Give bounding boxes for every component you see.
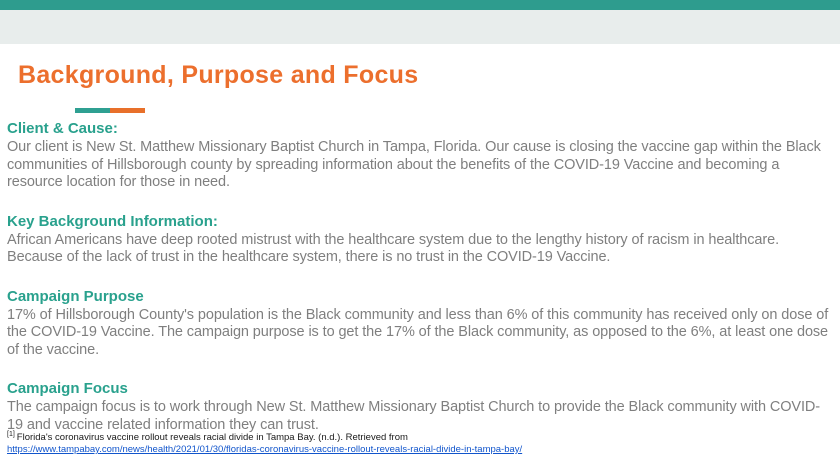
header-band: [0, 10, 840, 44]
top-accent-bar: [0, 0, 840, 10]
section-body: 17% of Hillsborough County's population is the Black community and less than 6% of this community has received only on dose of the COVID-19 Vaccine. The campaign purpose is to get the 17% of the Black community, as opposed to the 6%, at least one dose of the vaccine.: [7, 306, 829, 358]
footnote-link[interactable]: https://www.tampabay.com/news/health/2021/01/30/floridas-coronavirus-vaccine-rollout-reveals-racial-divide-in-tampa-bay/: [7, 444, 523, 455]
section-heading: Client & Cause:: [7, 120, 118, 137]
section-heading: Key Background Information:: [7, 212, 218, 230]
section-key-background: [7, 213, 830, 267]
section-body: Our client is New St. Matthew Missionary Baptist Church in Tampa, Florida. Our cause is closing the vaccine gap within the Black communities of Hillsborough county by spreading information about the benefits of the COVID-19 Vaccine and becoming a resource location for those in need.: [7, 139, 821, 190]
divider-orange-segment: [110, 108, 145, 113]
title-divider: [75, 108, 145, 113]
section-client-cause: [7, 120, 830, 192]
footnote: [7, 429, 522, 456]
footnote-citation: [7, 429, 522, 444]
footnote-text: Florida's coronavirus vaccine rollout reveals racial divide in Tampa Bay. (n.d.). Retrieved from: [16, 432, 408, 443]
slide-title: Background, Purpose and Focus: [18, 61, 419, 89]
slide-body: [7, 120, 830, 434]
section-heading: Campaign Focus: [7, 380, 128, 397]
divider-teal-segment: [75, 108, 110, 113]
footnote-marker: [1]: [7, 430, 15, 438]
section-campaign-focus: [7, 380, 830, 434]
section-campaign-purpose: [7, 288, 830, 360]
section-body: The campaign focus is to work through New St. Matthew Missionary Baptist Church to provide the Black community with COVID-19 and vaccine related information they can trust.: [7, 399, 821, 433]
section-heading: Campaign Purpose: [7, 287, 144, 305]
section-body: African Americans have deep rooted mistrust with the healthcare system due to the lengthy history of racism in healthcare. Because of the lack of trust in the healthcare system, there is no trust in the COVID-19 Vaccine.: [7, 231, 779, 265]
